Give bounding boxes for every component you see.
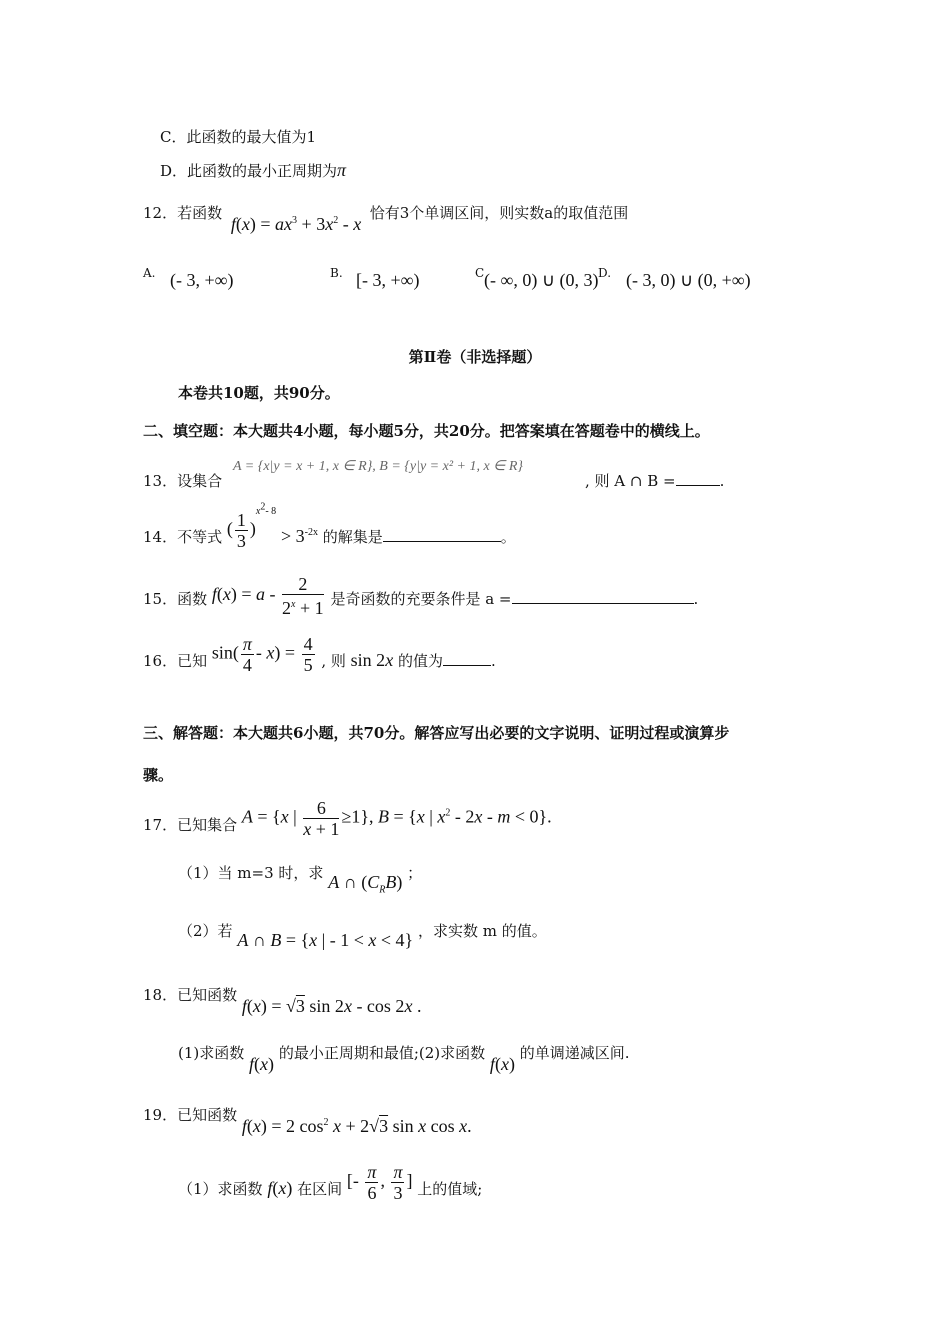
question-17 [143,798,552,839]
q17-part1-text: （1）当 m=3 时，求 [178,864,324,882]
q19-fx: f(x) [267,1178,293,1198]
question-14 [143,501,516,551]
section2-heading: 二、填空题：本大题共4小题，每小题5分，共20分。把答案填在答题卷中的横线上。 [143,422,710,440]
question-16 [143,634,496,675]
q12-option-d: (- 3, 0) ∪ (0, +∞) [626,270,751,290]
q19-part1 [178,1162,482,1203]
q14-inequality: ( $\frac{1}{3}$ )$^{x^2- 8}$ [226,501,277,551]
question-15 [143,572,698,616]
q19-function: f(x) = 2 $\cos^2 x + 2√3$ sin x cos x. [241,1116,472,1136]
q18-sub-text: (1)求函数 [178,1044,245,1062]
q11-option-c [160,126,316,147]
question-13 [143,470,222,491]
part2-subtitle: 本卷共10题，共90分。 [178,384,340,402]
q12-label-c: C [475,266,485,280]
q18-sub-end: 的单调递减区间. [519,1044,630,1062]
q17-part2-text: （2）若 [178,922,233,940]
q17-part1-end: ； [407,864,423,882]
q18-fx-1: f(x) [249,1054,275,1074]
q17-part2-tail: ，求实数 m 的值。 [417,922,547,940]
section3-heading-cont: 骤。 [143,766,174,784]
q19-number: 19．已知函数 [143,1106,238,1124]
q16-number: 16．已知 [143,652,208,670]
q12-option-a: (- 3, +∞) [170,270,234,290]
q12-stem: 12．若函数 [143,204,223,222]
q18-fx-2: f(x) [489,1054,515,1074]
q19-part1-end: 上的值域; [417,1180,483,1198]
q19-interval: [- $\frac{\pi}{6}$ , $\frac{\pi}{3}$ ] [346,1162,413,1203]
q12-function: $f(x) = ax^3 + 3x^2 - x$ [230,214,362,234]
part2-title: 第Ⅱ卷（非选择题） [408,348,542,366]
q11-option-d-pi: π [337,160,347,180]
q11-option-d [160,160,346,181]
q14-number: 14．不等式 [143,528,223,546]
q15-number: 15．函数 [143,590,208,608]
q13-sets: A = {x|y = x + 1, x ∈ R}, B = {y|y = x² + 1, x ∈ R} [233,459,524,474]
q14-tail: 的解集是 。 [322,528,516,546]
q18-number: 18．已知函数 [143,986,238,1004]
q11-option-c-text: C．此函数的最大值为1 [160,128,317,146]
q11-option-d-text: D．此函数的最小正周期为 [160,162,338,180]
q18-subquestions [178,1042,630,1074]
question-19 [143,1104,472,1136]
q17-part2-expr: A ∩ B = {x | - 1 < x < 4} [237,930,414,950]
q14-rhs: > $3^{-2x}$ [280,526,318,546]
q12-option-c: (- ∞, 0) ∪ (0, 3) [484,270,599,290]
q19-part1-mid: 在区间 [297,1180,343,1198]
q12-label-d: D. [598,266,612,280]
q17-part1 [178,862,423,896]
q15-function: f(x) = a - $\frac{2}{2^x + 1}$ [211,574,324,618]
q17-sets: A = {x | $\frac{6}{x + 1}$ ≥1}, B = {x | $x^2 - 2x - m < 0$}. [241,798,552,839]
section3-heading: 三、解答题：本大题共6小题，共70分。解答应写出必要的文字说明、证明过程或演算步 [143,724,730,742]
q17-part1-expr: A ∩ $(C_RB)$ [328,872,403,896]
q13-end: . [719,472,725,490]
q16-tail: , 则 sin 2x 的值为 . [321,650,496,670]
q19-part1-text: （1）求函数 [178,1180,263,1198]
q17-number: 17．已知集合 [143,816,238,834]
q18-sub-mid: 的最小正周期和最值;(2)求函数 [278,1044,486,1062]
q15-blank [512,603,694,604]
q12-option-b: [- 3, +∞) [356,270,420,290]
q12-tail: 恰有3个单调区间，则实数a的取值范围 [369,204,629,222]
q14-blank [383,541,501,542]
q12-label-a: A. [143,266,156,280]
q15-tail: 是奇函数的充要条件是 a = . [330,590,699,608]
q16-equation: sin( $\frac{\pi}{4}$ - x) = $\frac{4}{5}$ [211,634,313,675]
q12-label-b: B. [330,266,343,280]
q17-part2 [178,920,547,950]
q13-blank [676,485,720,486]
q16-blank [443,665,491,666]
q13-tail [585,470,724,491]
question-12 [143,202,629,234]
question-18 [143,984,422,1016]
q13-tail-text: , 则 A ∩ B = [585,472,676,490]
q13-number: 13．设集合 [143,472,223,490]
q18-function: f(x) = √3 sin 2x - cos 2x . [241,996,422,1016]
